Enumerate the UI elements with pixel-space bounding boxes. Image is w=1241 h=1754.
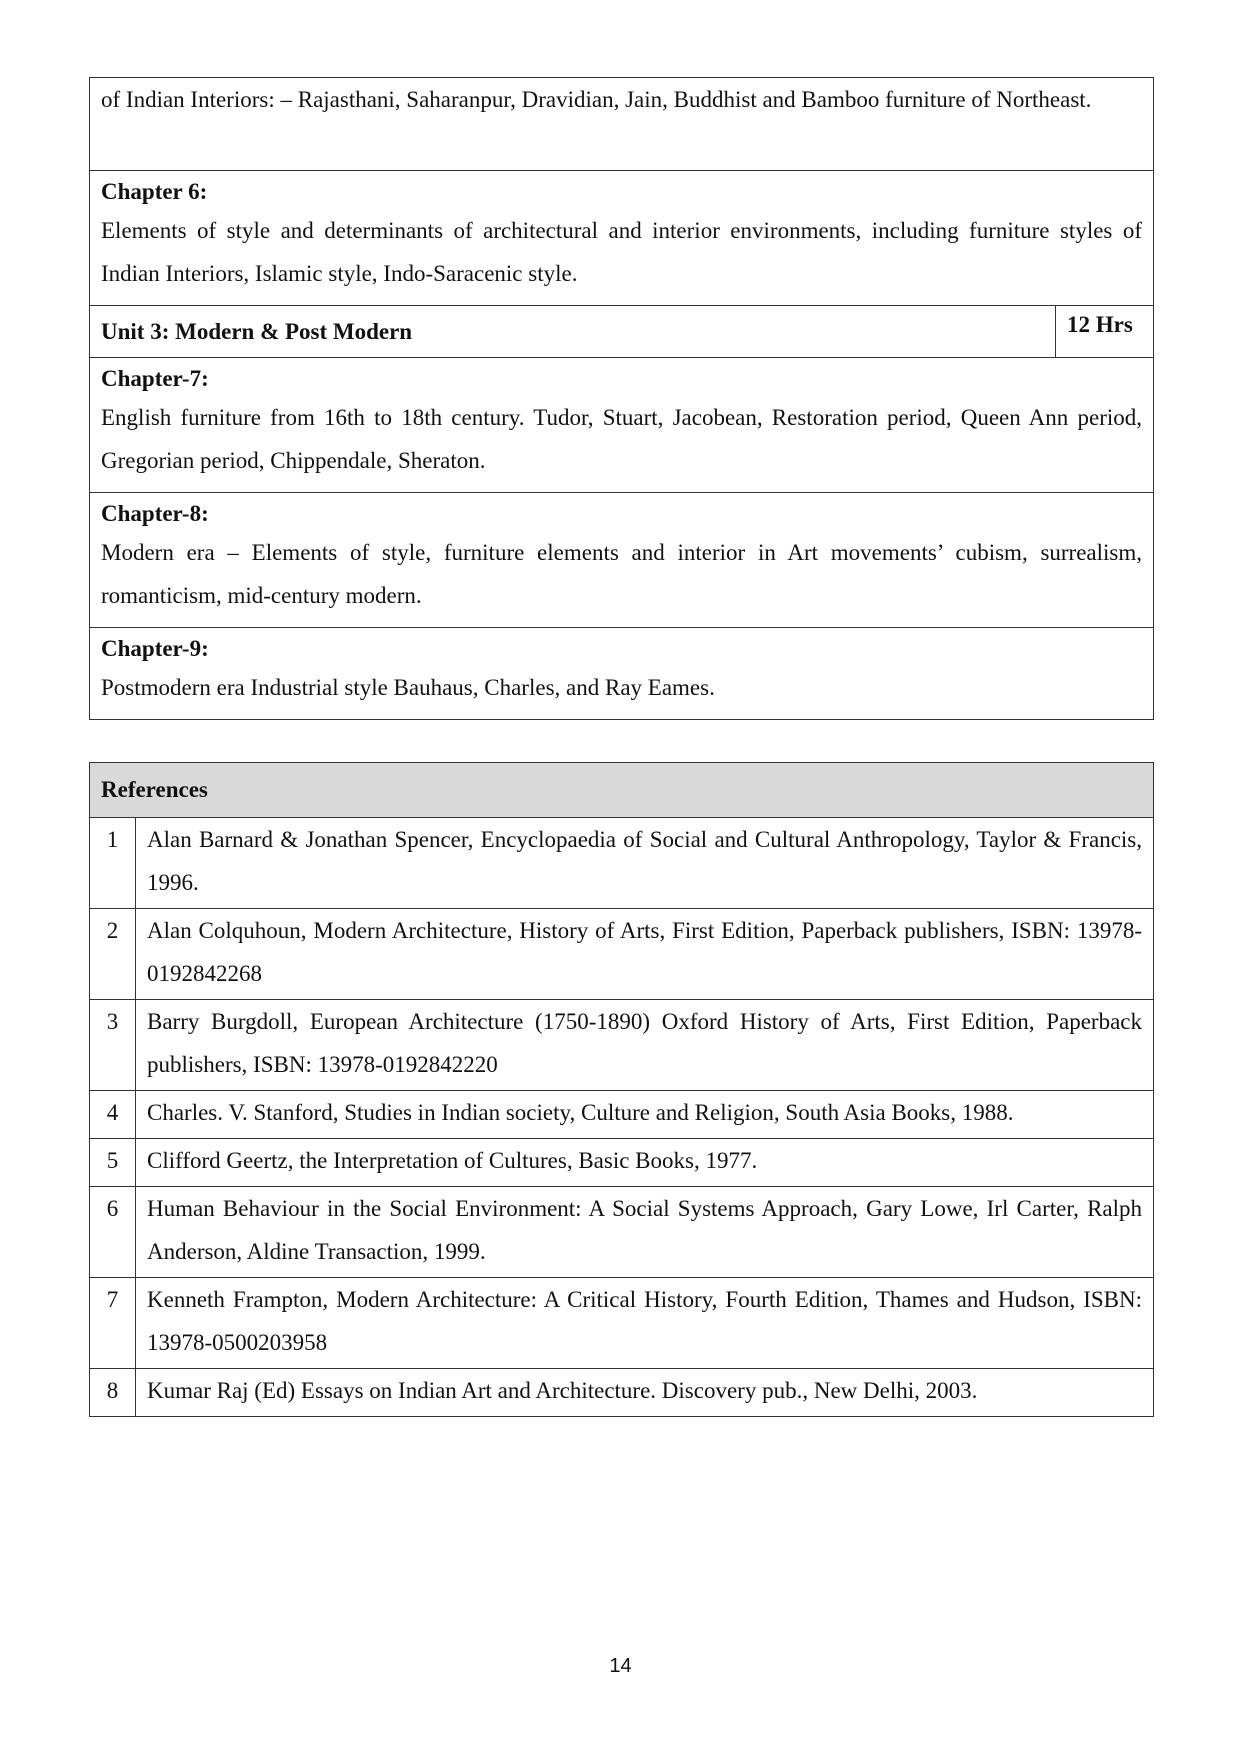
reference-text: Alan Colquhoun, Modern Architecture, History of Arts, First Edition, Paperback publishers, ISBN: 13978-0192842268 <box>136 909 1154 1000</box>
reference-number: 6 <box>90 1187 136 1278</box>
reference-row <box>90 1091 1154 1139</box>
references-table <box>89 762 1154 1417</box>
reference-text: Kumar Raj (Ed) Essays on Indian Art and Architecture. Discovery pub., New Delhi, 2003. <box>136 1369 1154 1417</box>
reference-number: 7 <box>90 1278 136 1369</box>
chapter-title: Chapter-9: <box>101 636 209 661</box>
page-number: 14 <box>609 1655 632 1677</box>
reference-number: 3 <box>90 1000 136 1091</box>
reference-number: 1 <box>90 818 136 909</box>
unit-hours: 12 Hrs <box>1056 306 1154 358</box>
syllabus-table <box>89 77 1154 720</box>
reference-number: 4 <box>90 1091 136 1139</box>
reference-row <box>90 1278 1154 1369</box>
reference-text: Kenneth Frampton, Modern Architecture: A Critical History, Fourth Edition, Thames and Hudson, ISBN: 13978-0500203958 <box>136 1278 1154 1369</box>
chapter-title: Chapter 6: <box>101 179 208 204</box>
reference-text: Charles. V. Stanford, Studies in Indian society, Culture and Religion, South Asia Books, 1988. <box>136 1091 1154 1139</box>
chapter-text: English furniture from 16th to 18th century. Tudor, Stuart, Jacobean, Restoration period, Queen Ann period, Gregorian period, Chippendale, Sheraton. <box>101 405 1142 473</box>
chapter-row <box>90 171 1154 306</box>
reference-number: 2 <box>90 909 136 1000</box>
reference-row <box>90 1187 1154 1278</box>
chapter-row <box>90 493 1154 628</box>
reference-number: 5 <box>90 1139 136 1187</box>
chapter-row <box>90 628 1154 720</box>
chapter-text: Elements of style and determinants of architectural and interior environments, including furniture styles of Indian Interiors, Islamic style, Indo-Saracenic style. <box>101 218 1142 286</box>
reference-row <box>90 818 1154 909</box>
continuation-text: of Indian Interiors: – Rajasthani, Saharanpur, Dravidian, Jain, Buddhist and Bamboo furniture of Northeast. <box>90 78 1154 171</box>
chapter-text: Postmodern era Industrial style Bauhaus, Charles, and Ray Eames. <box>101 675 715 700</box>
continuation-row <box>90 78 1154 171</box>
reference-row <box>90 1139 1154 1187</box>
reference-text: Barry Burgdoll, European Architecture (1750-1890) Oxford History of Arts, First Edition, Paperback publishers, ISBN: 13978-0192842220 <box>136 1000 1154 1091</box>
chapter-text: Modern era – Elements of style, furniture elements and interior in Art movements’ cubism, surrealism, romanticism, mid-century modern. <box>101 540 1142 608</box>
unit-row <box>90 306 1154 358</box>
reference-text: Alan Barnard & Jonathan Spencer, Encyclopaedia of Social and Cultural Anthropology, Taylor & Francis, 1996. <box>136 818 1154 909</box>
reference-number: 8 <box>90 1369 136 1417</box>
reference-text: Human Behaviour in the Social Environment: A Social Systems Approach, Gary Lowe, Irl Carter, Ralph Anderson, Aldine Transaction, 1999. <box>136 1187 1154 1278</box>
references-heading: References <box>90 763 1154 818</box>
reference-row <box>90 1369 1154 1417</box>
reference-row <box>90 909 1154 1000</box>
reference-row <box>90 1000 1154 1091</box>
chapter-title: Chapter-7: <box>101 366 209 391</box>
chapter-row <box>90 358 1154 493</box>
reference-text: Clifford Geertz, the Interpretation of Cultures, Basic Books, 1977. <box>136 1139 1154 1187</box>
chapter-title: Chapter-8: <box>101 501 209 526</box>
unit-title: Unit 3: Modern & Post Modern <box>90 306 1056 358</box>
